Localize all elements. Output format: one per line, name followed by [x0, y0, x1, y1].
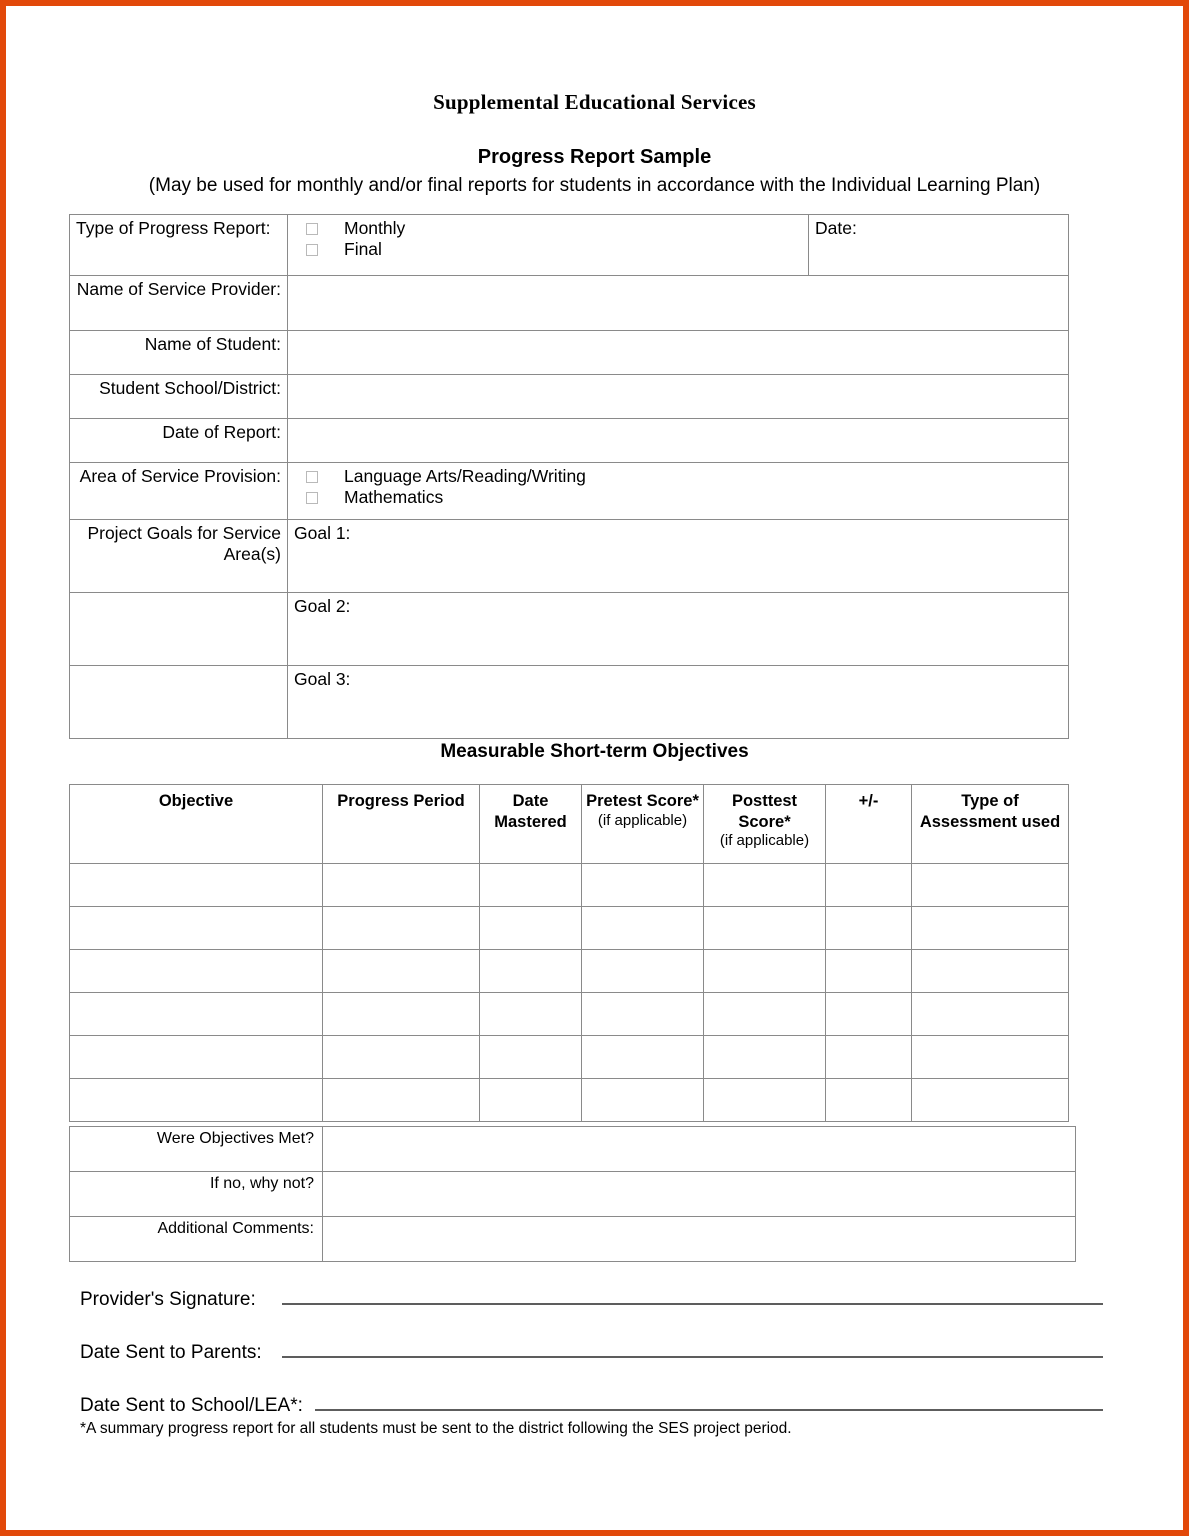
column-header-objective [70, 785, 323, 864]
cell-goal-2[interactable] [288, 593, 1069, 666]
value-service-provider[interactable] [288, 276, 1069, 331]
column-header-pretest-score-text: Pretest Score* [586, 792, 699, 810]
cell-pretest-score[interactable] [582, 907, 704, 950]
table-row-goal-1 [70, 520, 1069, 593]
table-row [70, 950, 1069, 993]
cell-posttest-score[interactable] [704, 1036, 826, 1079]
table-row-goal-2 [70, 593, 1069, 666]
label-date-sent-parents: Date Sent to Parents: [80, 1342, 262, 1363]
student-information-table [69, 214, 1069, 739]
label-if-no-why-not: If no, why not? [70, 1172, 323, 1217]
label-additional-comments: Additional Comments: [70, 1217, 323, 1262]
table-row-date-of-report [70, 419, 1069, 463]
cell-pretest-score[interactable] [582, 950, 704, 993]
column-header-progress-period-text: Progress Period [337, 792, 465, 810]
value-objectives-met[interactable] [323, 1127, 1076, 1172]
cell-assessment-type[interactable] [912, 950, 1069, 993]
column-header-assessment-type [912, 785, 1069, 864]
page-subtitle: Progress Report Sample [477, 146, 712, 168]
cell-plus-minus[interactable] [826, 907, 912, 950]
column-header-pretest-score [582, 785, 704, 864]
cell-objective[interactable] [70, 950, 323, 993]
input-provider-signature[interactable] [282, 1290, 1103, 1305]
label-goal-1: Goal 1: [294, 523, 351, 543]
label-date-sent-school: Date Sent to School/LEA*: [80, 1395, 303, 1416]
table-row-service-provider [70, 276, 1069, 331]
checkbox-label-monthly: Monthly [344, 218, 406, 238]
column-header-posttest-score-text: Posttest Score* [731, 792, 798, 831]
cell-objective[interactable] [70, 864, 323, 907]
document-sheet [6, 6, 1183, 1530]
column-header-progress-period [323, 785, 480, 864]
cell-date-mastered[interactable] [480, 993, 582, 1036]
value-if-no-why-not[interactable] [323, 1172, 1076, 1217]
table-row-if-no-why-not [70, 1172, 1076, 1217]
cell-posttest-score[interactable] [704, 993, 826, 1036]
label-objectives-met: Were Objectives Met? [70, 1127, 323, 1172]
cell-progress-period[interactable] [323, 907, 480, 950]
label-student-school: Student School/District: [70, 375, 288, 419]
cell-objective[interactable] [70, 907, 323, 950]
cell-progress-period[interactable] [323, 950, 480, 993]
page-usage-note: (May be used for monthly and/or final reports for students in accordance with the Individual Learning Plan) [148, 175, 1041, 196]
value-additional-comments[interactable] [323, 1217, 1076, 1262]
cell-pretest-score[interactable] [582, 864, 704, 907]
label-project-goals: Project Goals for Service Area(s) [70, 520, 288, 593]
table-row [70, 993, 1069, 1036]
input-date-sent-parents[interactable] [282, 1343, 1103, 1358]
table-row-report-type [70, 215, 1069, 276]
cell-plus-minus[interactable] [826, 993, 912, 1036]
cell-assessment-type[interactable] [912, 1079, 1069, 1122]
cell-report-type-options [288, 215, 809, 276]
label-goal-2-spacer [70, 593, 288, 666]
cell-pretest-score[interactable] [582, 1079, 704, 1122]
label-service-provider: Name of Service Provider: [70, 276, 288, 331]
table-row-objectives-met [70, 1127, 1076, 1172]
label-date: Date: [815, 218, 857, 238]
cell-plus-minus[interactable] [826, 950, 912, 993]
signature-row-date-sent-parents [80, 1342, 1103, 1364]
summary-table [69, 1126, 1076, 1262]
cell-posttest-score[interactable] [704, 950, 826, 993]
label-provider-signature: Provider's Signature: [80, 1289, 256, 1310]
table-row [70, 864, 1069, 907]
footnote-text: *A summary progress report for all students must be sent to the district following the SES project period. [80, 1420, 792, 1437]
label-goal-3: Goal 3: [294, 669, 351, 689]
cell-progress-period[interactable] [323, 1079, 480, 1122]
cell-pretest-score[interactable] [582, 993, 704, 1036]
cell-posttest-score[interactable] [704, 907, 826, 950]
column-header-plus-minus-text: +/- [858, 792, 879, 810]
checkbox-icon-final[interactable] [306, 244, 318, 256]
input-date-sent-school[interactable] [315, 1396, 1103, 1411]
cell-area-options [288, 463, 1069, 520]
checkbox-label-mathematics: Mathematics [344, 487, 444, 508]
page-title: Supplemental Educational Services [433, 90, 756, 114]
label-goal-3-spacer [70, 666, 288, 739]
column-header-pretest-score-sub: (if applicable) [597, 811, 688, 829]
objectives-header-row [70, 785, 1069, 864]
table-row [70, 907, 1069, 950]
column-header-plus-minus [826, 785, 912, 864]
cell-goal-3[interactable] [288, 666, 1069, 739]
cell-objective[interactable] [70, 1079, 323, 1122]
cell-assessment-type[interactable] [912, 907, 1069, 950]
signature-row-provider [80, 1289, 1103, 1311]
label-area-of-service: Area of Service Provision: [70, 463, 288, 520]
cell-assessment-type[interactable] [912, 993, 1069, 1036]
table-row-student-name [70, 331, 1069, 375]
value-student-name[interactable] [288, 331, 1069, 375]
cell-plus-minus[interactable] [826, 1036, 912, 1079]
column-header-assessment-type-text: Type of Assessment used [919, 792, 1061, 831]
cell-goal-1[interactable] [288, 520, 1069, 593]
cell-date-mastered[interactable] [480, 1036, 582, 1079]
cell-date-mastered[interactable] [480, 1079, 582, 1122]
cell-assessment-type[interactable] [912, 864, 1069, 907]
label-report-type: Type of Progress Report: [70, 215, 288, 276]
checkbox-label-language-arts: Language Arts/Reading/Writing [344, 466, 586, 486]
label-date-of-report: Date of Report: [70, 419, 288, 463]
cell-date[interactable] [809, 215, 1069, 276]
cell-plus-minus[interactable] [826, 1079, 912, 1122]
checkbox-row-final[interactable] [294, 239, 802, 260]
cell-progress-period[interactable] [323, 1036, 480, 1079]
section-title-objectives: Measurable Short-term Objectives [440, 741, 749, 762]
cell-posttest-score[interactable] [704, 1079, 826, 1122]
cell-date-mastered[interactable] [480, 864, 582, 907]
column-header-posttest-score-sub: (if applicable) [719, 832, 810, 850]
column-header-date-mastered [480, 785, 582, 864]
cell-date-mastered[interactable] [480, 907, 582, 950]
checkbox-row-monthly[interactable] [294, 218, 802, 239]
checkbox-icon-monthly[interactable] [306, 223, 318, 235]
table-row-student-school [70, 375, 1069, 419]
value-student-school[interactable] [288, 375, 1069, 419]
table-row [70, 1079, 1069, 1122]
checkbox-icon-language-arts[interactable] [306, 471, 318, 483]
table-row-area-of-service [70, 463, 1069, 520]
cell-progress-period[interactable] [323, 864, 480, 907]
cell-objective[interactable] [70, 993, 323, 1036]
cell-plus-minus[interactable] [826, 864, 912, 907]
cell-posttest-score[interactable] [704, 864, 826, 907]
column-header-objective-text: Objective [158, 792, 234, 810]
cell-objective[interactable] [70, 1036, 323, 1079]
checkbox-label-final: Final [344, 239, 382, 260]
cell-date-mastered[interactable] [480, 950, 582, 993]
checkbox-row-mathematics[interactable] [294, 487, 1062, 508]
cell-progress-period[interactable] [323, 993, 480, 1036]
cell-pretest-score[interactable] [582, 1036, 704, 1079]
label-goal-2: Goal 2: [294, 596, 351, 616]
value-date-of-report[interactable] [288, 419, 1069, 463]
checkbox-icon-mathematics[interactable] [306, 492, 318, 504]
table-row-goal-3 [70, 666, 1069, 739]
cell-assessment-type[interactable] [912, 1036, 1069, 1079]
objectives-table [69, 784, 1069, 1122]
column-header-posttest-score [704, 785, 826, 864]
signature-row-date-sent-school [80, 1395, 1103, 1417]
table-row-additional-comments [70, 1217, 1076, 1262]
column-header-date-mastered-text: Date Mastered [494, 792, 567, 831]
checkbox-row-language-arts[interactable] [294, 466, 1062, 487]
table-row [70, 1036, 1069, 1079]
label-student-name: Name of Student: [70, 331, 288, 375]
